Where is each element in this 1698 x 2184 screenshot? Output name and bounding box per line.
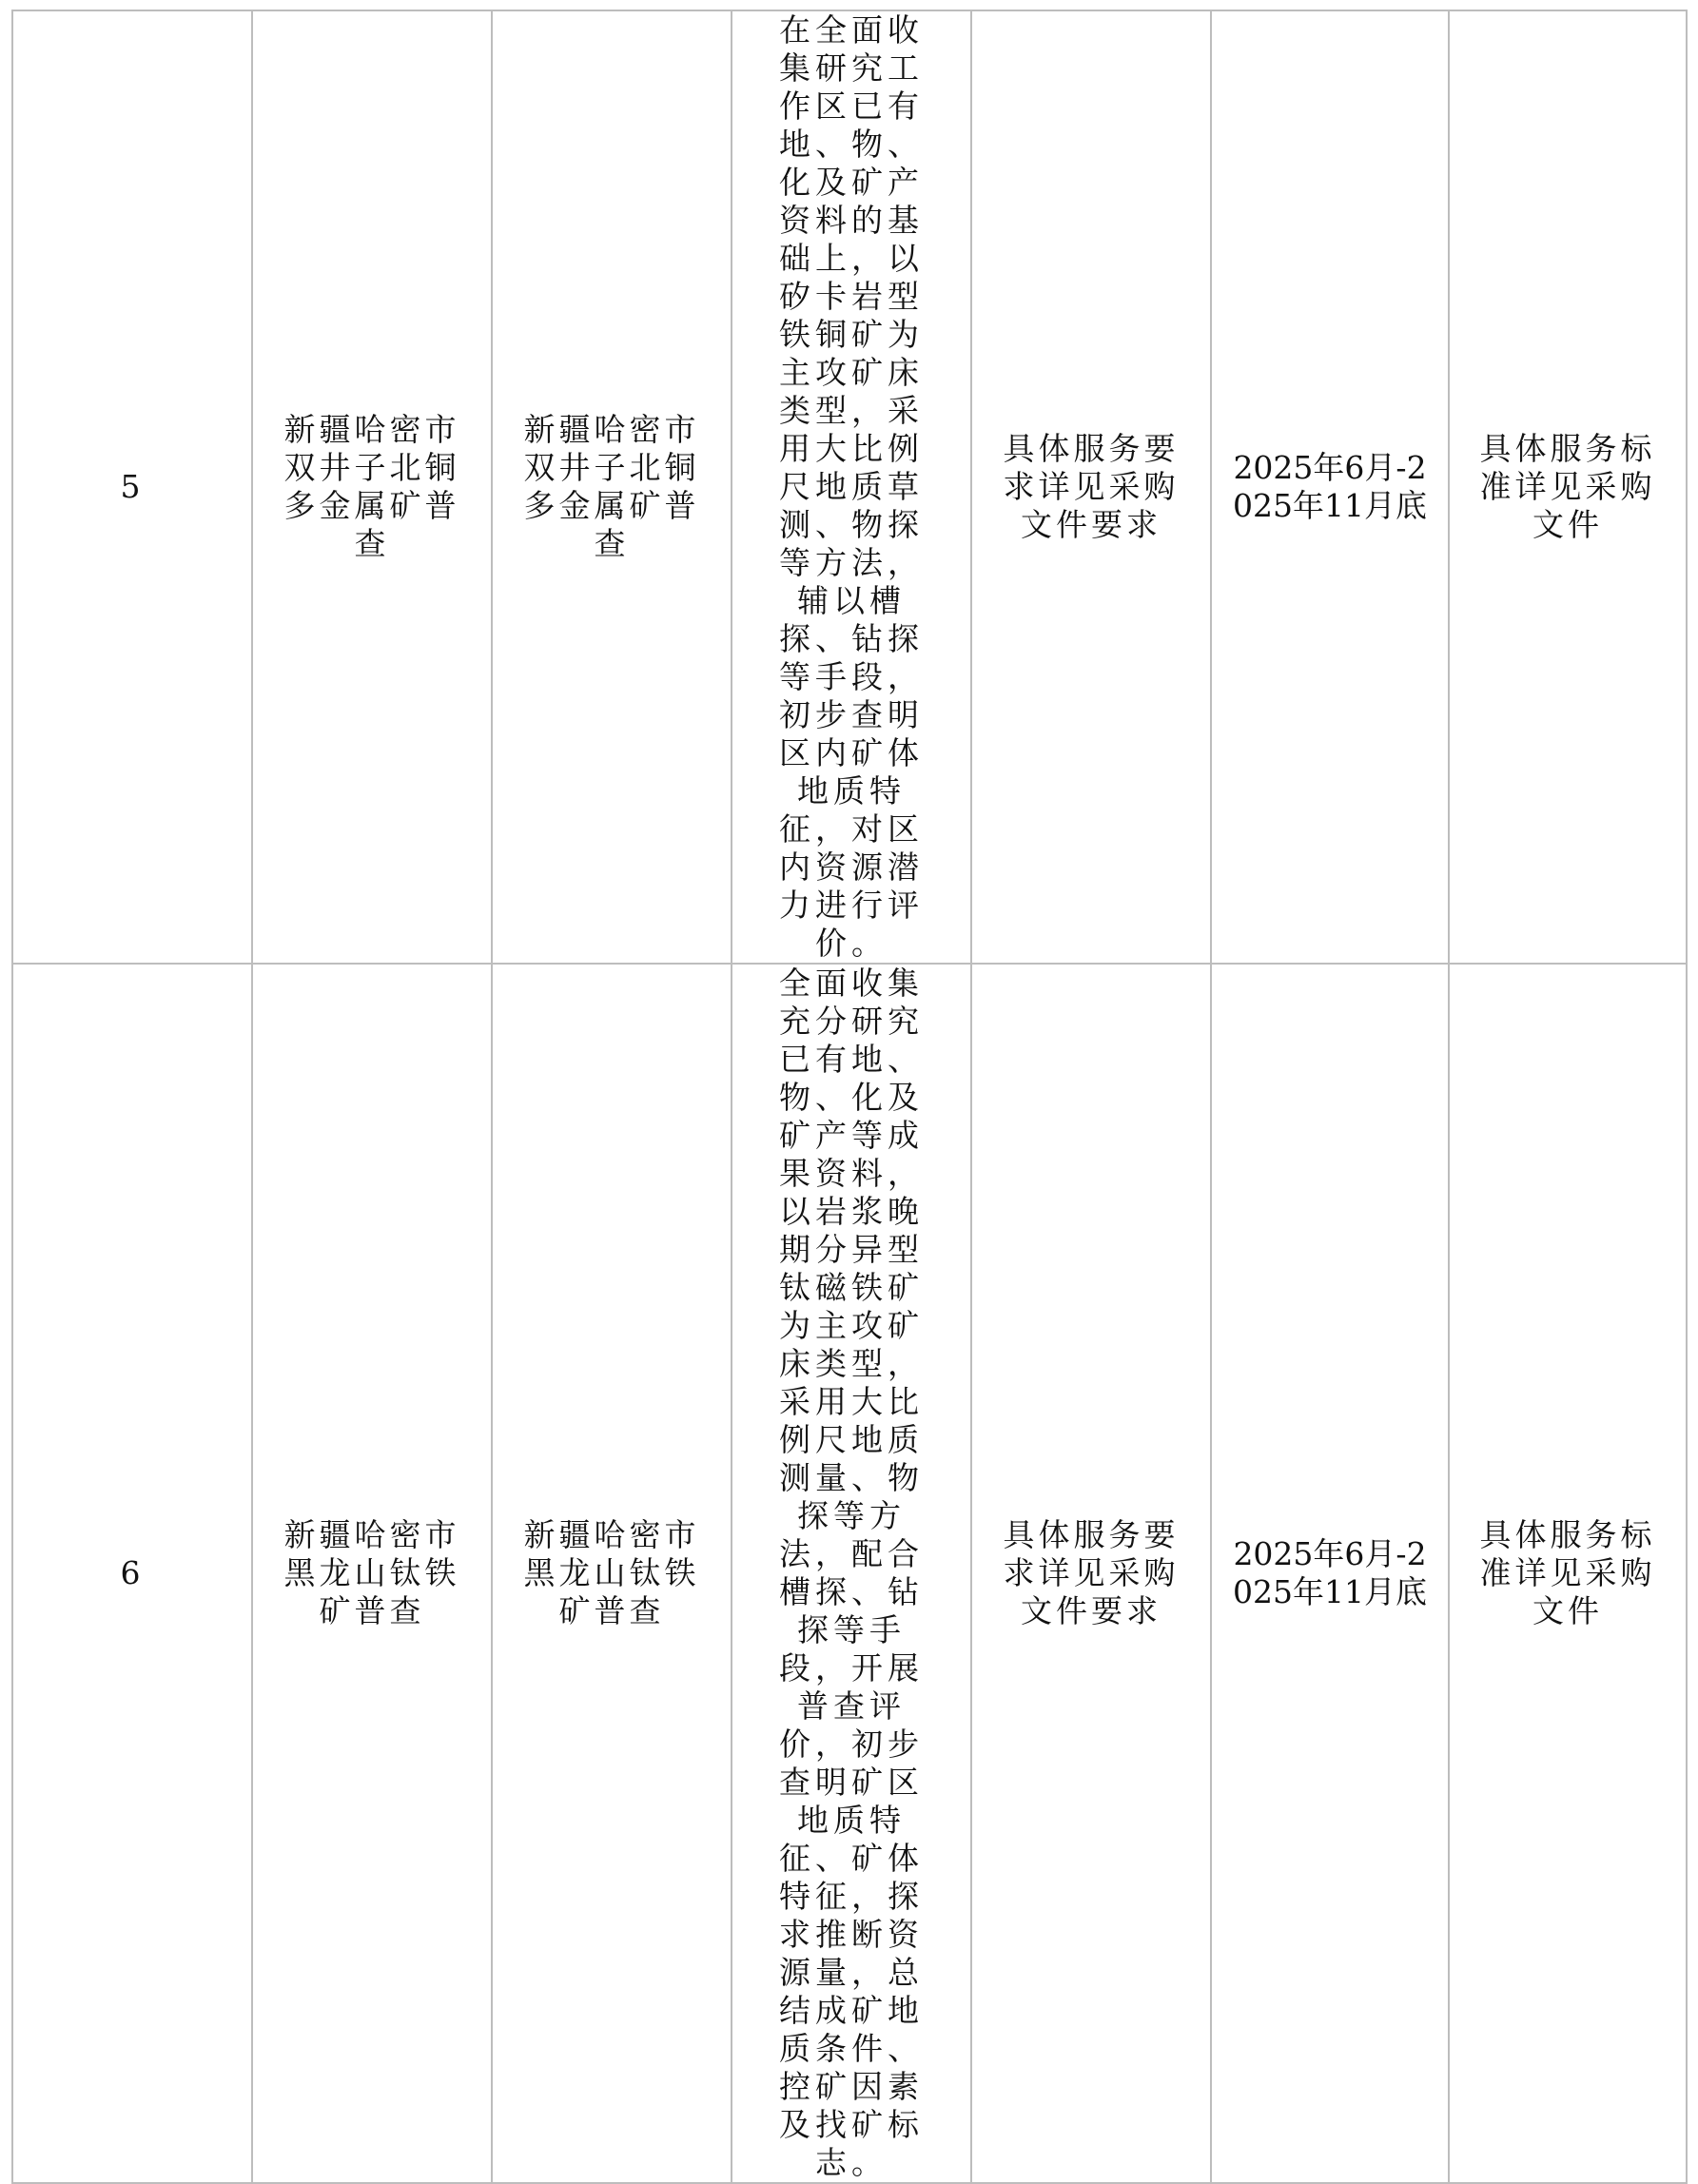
item-name-cell [252,964,492,2183]
project-name: 新疆哈密市双井子北铜多金属矿普查 [523,411,700,562]
row-number-cell [12,10,252,964]
project-name-cell [492,964,732,2183]
row-number: 6 [120,1554,145,1591]
work-content-cell [732,964,971,2183]
service-period-cell [1211,964,1449,2183]
row-number-cell [12,964,252,2183]
work-content: 全面收集充分研究已有地、物、化及矿产等成果资料，以岩浆晚期分异型钛磁铁矿为主攻矿床类型，采用大比例尺地质测量、物探等方法，配合槽探、钻探等手段，开展普查评价，初步查明矿区地质特征、矿体特征，探求推断资源量，总结成矿地质条件、控矿因素及找矿标志。 [779,965,924,2181]
work-content-cell [732,10,971,964]
project-name: 新疆哈密市黑龙山钛铁矿普查 [523,1516,700,1629]
item-name-cell [252,10,492,964]
procurement-table [11,10,1688,2184]
service-standard-cell [1449,10,1687,964]
item-name: 新疆哈密市双井子北铜多金属矿普查 [283,411,460,562]
row-number: 5 [120,468,145,505]
service-standard: 具体服务标准详见采购文件 [1479,1516,1656,1629]
service-requirement-cell [971,10,1211,964]
work-content: 在全面收集研究工作区已有地、物、化及矿产资料的基础上，以矽卡岩型铁铜矿为主攻矿床类型，采用大比例尺地质草测、物探等方法，辅以槽探、钻探等手段，初步查明区内矿体地质特征，对区内资源潜力进行评价。 [779,11,924,962]
service-period-cell [1211,10,1449,964]
table-row [12,10,1687,964]
service-requirement-cell [971,964,1211,2183]
service-requirement: 具体服务要求详见采购文件要求 [1003,1516,1180,1629]
service-requirement: 具体服务要求详见采购文件要求 [1003,430,1180,543]
table-row [12,964,1687,2183]
service-period: 2025年6月-2025年11月底 [1233,449,1427,524]
service-period: 2025年6月-2025年11月底 [1233,1535,1427,1610]
item-name: 新疆哈密市黑龙山钛铁矿普查 [283,1516,460,1629]
service-standard-cell [1449,964,1687,2183]
service-standard: 具体服务标准详见采购文件 [1479,430,1656,543]
project-name-cell [492,10,732,964]
